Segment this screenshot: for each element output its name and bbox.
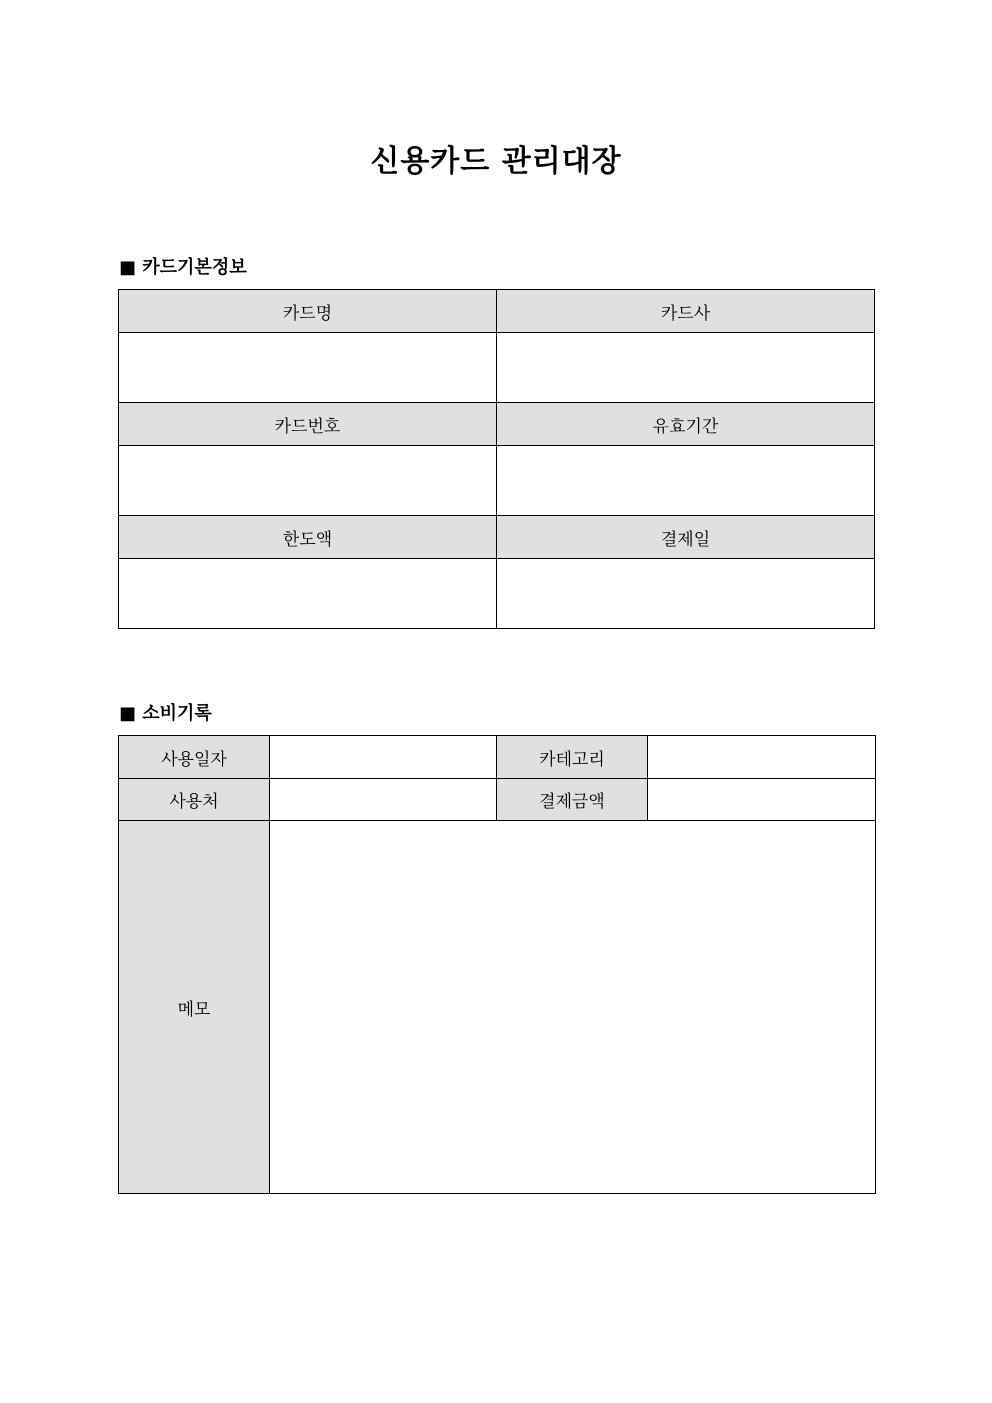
category-field[interactable]	[648, 736, 876, 779]
use-date-field[interactable]	[270, 736, 497, 779]
page-title: 신용카드 관리대장	[370, 144, 622, 179]
label-use-date: 사용일자	[119, 736, 270, 779]
spending-table	[118, 735, 876, 1194]
section-heading-card-info: ■ 카드기본정보	[119, 257, 247, 278]
card-company-field[interactable]	[497, 333, 875, 403]
label-memo: 메모	[119, 821, 270, 1194]
label-card-company: 카드사	[497, 290, 875, 333]
label-payment-day: 결제일	[497, 516, 875, 559]
memo-field[interactable]	[270, 821, 876, 1194]
label-merchant: 사용처	[119, 779, 270, 821]
section-heading-spending: ■ 소비기록	[119, 703, 212, 724]
card-name-field[interactable]	[119, 333, 497, 403]
card-info-table	[118, 289, 875, 629]
card-number-field[interactable]	[119, 446, 497, 516]
label-limit: 한도액	[119, 516, 497, 559]
limit-field[interactable]	[119, 559, 497, 629]
label-amount: 결제금액	[497, 779, 648, 821]
label-card-name: 카드명	[119, 290, 497, 333]
label-card-number: 카드번호	[119, 403, 497, 446]
label-category: 카테고리	[497, 736, 648, 779]
label-expiry: 유효기간	[497, 403, 875, 446]
expiry-field[interactable]	[497, 446, 875, 516]
merchant-field[interactable]	[270, 779, 497, 821]
amount-field[interactable]	[648, 779, 876, 821]
payment-day-field[interactable]	[497, 559, 875, 629]
